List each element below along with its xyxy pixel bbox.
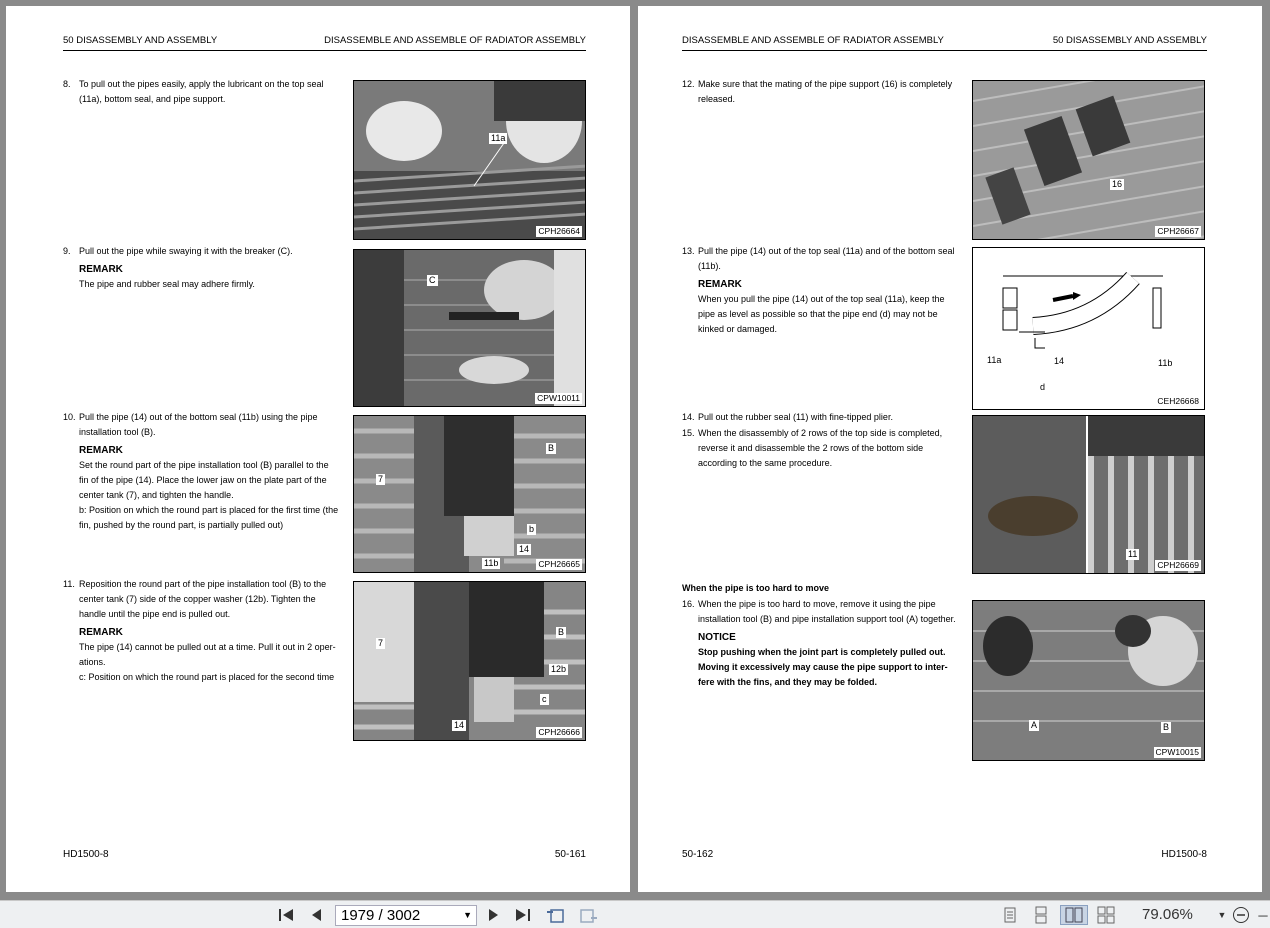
figure-label: 7	[378, 638, 384, 648]
two-page-view-icon[interactable]	[1060, 905, 1088, 925]
zoom-level[interactable]: 79.06%	[1142, 906, 1193, 923]
page-number-input[interactable]: 1979 / 3002 ▼	[335, 905, 477, 926]
go-back-view-icon[interactable]	[544, 905, 568, 925]
single-page-view-icon[interactable]	[998, 905, 1022, 925]
figure-label: b	[529, 524, 535, 534]
two-page-continuous-view-icon[interactable]	[1094, 905, 1118, 925]
photo-figure	[353, 581, 586, 741]
remark-heading: REMARK	[79, 627, 123, 638]
figure-label: 11a	[491, 133, 506, 143]
page-footer-left: HD1500-8	[63, 849, 109, 860]
prev-page-icon[interactable]	[306, 905, 326, 925]
figure-label: B	[1163, 722, 1170, 732]
figure-label: 16	[1112, 179, 1123, 189]
figure-label: B	[558, 627, 565, 637]
photo-figure	[972, 80, 1205, 240]
last-page-icon[interactable]	[512, 905, 534, 925]
zoom-slider-handle[interactable]: ─	[1258, 907, 1268, 923]
page-header	[63, 35, 586, 51]
page-footer-left: 50-162	[682, 849, 714, 860]
figure-label: 12b	[551, 664, 567, 674]
page-footer-right: HD1500-8	[1161, 849, 1207, 860]
figure-label: 14	[1054, 356, 1065, 366]
next-page-icon[interactable]	[484, 905, 504, 925]
figure-label: 14	[454, 720, 465, 730]
figure-label: 11a	[987, 355, 1002, 365]
right-page	[638, 6, 1262, 892]
step-16: 16. When the pipe is too hard to move, remove it using the pipe installation tool (B) and pipe installation support tool (A) together. NOTICE Stop pushing when the joint part is completely pulled out. Moving it excessively may cause the pipe support to inter- fere with the fins, and they may be folded.	[682, 597, 972, 690]
zoom-out-icon[interactable]	[1230, 905, 1252, 925]
page-footer-right: 50-161	[554, 849, 586, 860]
figure-label: B	[548, 443, 555, 453]
step-10: 10. Pull the pipe (14) out of the bottom seal (11b) using the pipe installation tool (B). REMARK Set the round part of the pipe installation tool (B) parallel to the fin of the pipe (14). Place the lower jaw on the plate part of the center tank (7), and tighten the handle. b: Position on which the round part is placed for the first time (the fin, pushed by the round part, is partially pulled out)	[63, 410, 348, 533]
photo-figure	[972, 415, 1205, 574]
photo-figure	[353, 80, 586, 240]
photo-figure	[353, 249, 586, 407]
left-page	[6, 6, 630, 892]
header-left: DISASSEMBLE AND ASSEMBLE OF RADIATOR ASSEMBLY	[682, 35, 944, 46]
diagram-figure	[972, 247, 1205, 410]
remark-heading: REMARK	[79, 264, 123, 275]
photo-figure	[353, 415, 586, 573]
figure-label: 11	[1128, 549, 1138, 559]
viewer-toolbar	[0, 900, 1270, 928]
remark-heading: REMARK	[698, 279, 742, 290]
header-right: 50 DISASSEMBLY AND ASSEMBLY	[1052, 35, 1207, 46]
figure-code: CPH26669	[1157, 560, 1199, 570]
figure-code: CPW10011	[537, 393, 580, 403]
page-header	[682, 35, 1207, 51]
step-11: 11. Reposition the round part of the pipe installation tool (B) to the center tank (7) side of the copper washer (12b). Tighten the handle until the pipe end is pulled out. REMARK The pipe (14) cannot be pulled out at a time. Pull it out in 2 oper- ations. c: Position on which the round part is placed for the second time	[63, 577, 348, 685]
figure-label: A	[1031, 720, 1038, 730]
first-page-icon[interactable]	[275, 905, 297, 925]
figure-code: CEH26668	[1157, 396, 1199, 406]
section-title: When the pipe is too hard to move	[682, 583, 830, 593]
figure-label: d	[1040, 382, 1046, 392]
step-9: 9. Pull out the pipe while swaying it with the breaker (C). REMARK The pipe and rubber seal may adhere firmly.	[63, 244, 348, 292]
step-8: 8. To pull out the pipes easily, apply the lubricant on the top seal (11a), bottom seal, and pipe support.	[63, 79, 324, 104]
figure-code: CPH26667	[1157, 226, 1199, 236]
figure-label: C	[429, 275, 436, 285]
zoom-dropdown-chevron-icon[interactable]: ▼	[1217, 910, 1227, 920]
chevron-down-icon[interactable]: ▼	[463, 910, 472, 920]
photo-figure	[972, 600, 1205, 761]
figure-code: CPH26664	[538, 226, 580, 236]
remark-heading: REMARK	[79, 445, 123, 456]
figure-label: 14	[519, 544, 530, 554]
figure-label: 11b	[484, 558, 499, 568]
step-15: 15. When the disassembly of 2 rows of the top side is completed, reverse it and disassemble the 2 rows of the bottom side according to the same procedure.	[682, 428, 943, 468]
continuous-view-icon[interactable]	[1029, 905, 1053, 925]
notice-heading: NOTICE	[698, 632, 736, 643]
figure-label: c	[542, 694, 547, 704]
header-left: 50 DISASSEMBLY AND ASSEMBLY	[63, 35, 218, 46]
header-right: DISASSEMBLE AND ASSEMBLE OF RADIATOR ASSEMBLY	[324, 35, 586, 46]
step-14: 14. Pull out the rubber seal (11) with fine-tipped plier.	[682, 412, 893, 422]
figure-label: 11b	[1158, 358, 1173, 368]
go-forward-view-icon[interactable]	[576, 905, 600, 925]
step-13: 13. Pull the pipe (14) out of the top seal (11a) and of the bottom seal (11b). REMARK When you pull the pipe (14) out of the top seal (11a), keep the pipe as level as possible so that the pipe end (d) may not be kinked or damaged.	[682, 244, 972, 337]
figure-label: 7	[378, 474, 384, 484]
figure-code: CPH26666	[538, 727, 580, 737]
step-12: 12. Make sure that the mating of the pipe support (16) is completely released.	[682, 79, 953, 104]
figure-code: CPH26665	[538, 559, 580, 569]
figure-code: CPW10015	[1155, 747, 1199, 757]
